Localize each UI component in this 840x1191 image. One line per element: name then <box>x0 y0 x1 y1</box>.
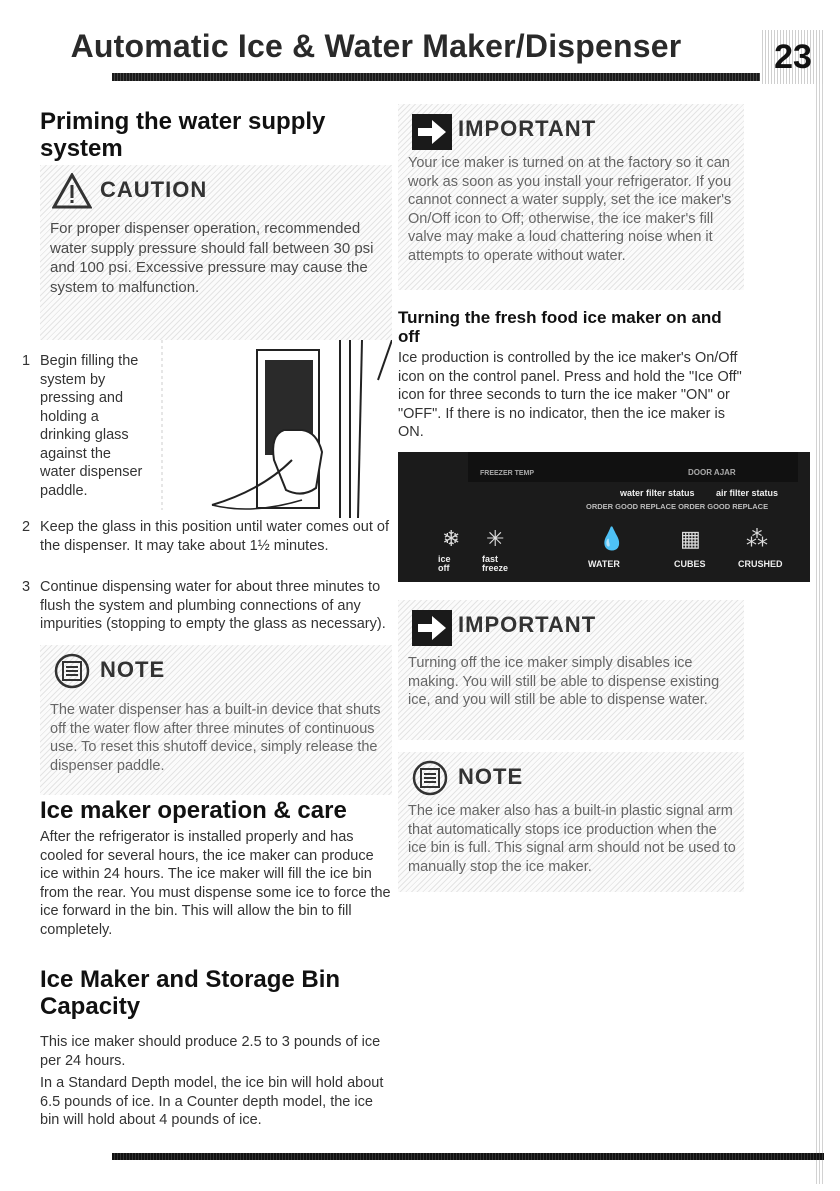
step-number: 3 <box>22 579 31 595</box>
step-text: Continue dispensing water for about three minutes to flush the system and plumbing connections of any impurities (stopping to empty the glass as necessary). <box>40 579 386 632</box>
filter-states-label: ORDER GOOD REPLACE ORDER GOOD REPLACE <box>586 502 769 511</box>
freezer-temp-label: FREEZER TEMP <box>480 470 535 477</box>
crushed-label: CRUSHED <box>738 559 783 569</box>
warning-triangle-icon <box>52 173 92 209</box>
ice-off-icon: ❄ <box>442 526 461 551</box>
cubes-label: CUBES <box>674 559 706 569</box>
important-box-2 <box>398 600 744 740</box>
important-text: Turning off the ice maker simply disables ice making. You will still be able to dispense existing ice, and you will still be able to dispense water. <box>408 655 720 708</box>
arrow-right-icon <box>412 610 452 646</box>
step-number: 1 <box>22 353 31 369</box>
footer-rule <box>112 1153 824 1160</box>
section-title-priming: Priming the water supply system <box>40 108 326 162</box>
control-panel-image <box>398 452 810 582</box>
door-ajar-label: DOOR AJAR <box>688 468 736 477</box>
step-text: Keep the glass in this position until water comes out of the dispenser. It may take about 1½ minutes. <box>40 519 389 554</box>
note-text: The water dispenser has a built-in device that shuts off the water flow after three minutes of continuous use. To reset this shutoff device, simply release the dispenser paddle. <box>50 702 381 774</box>
note-box-2 <box>398 752 744 892</box>
air-filter-status-label: air filter status <box>716 488 779 498</box>
water-drop-icon: 💧 <box>598 526 626 551</box>
fast-freeze-label: fast freeze <box>482 554 509 573</box>
page-title: Automatic Ice & Water Maker/Dispenser <box>70 28 682 64</box>
dispenser-illustration <box>152 340 392 518</box>
important-label: IMPORTANT <box>458 612 597 637</box>
note-box <box>40 645 392 795</box>
caution-box <box>40 165 392 340</box>
side-tab-strip <box>816 84 824 1184</box>
water-label: WATER <box>588 559 620 569</box>
turning-text: Ice production is controlled by the ice maker's On/Off icon on the control panel. Press and hold the "Ice Off" icon for three seconds to turn the ice maker "ON" or "OFF". If there is no indicator, then the ice maker is ON. <box>398 350 742 440</box>
important-box-1 <box>398 104 744 290</box>
note-text: The ice maker also has a built-in plastic signal arm that automatically stops ice production when the ice bin is full. This signal arm should not be used to manually stop the ice maker. <box>408 803 736 875</box>
step-number: 2 <box>22 519 31 535</box>
important-text: Your ice maker is turned on at the factory so it can work as soon as you install your refrigerator. If you cannot connect a water supply, set the ice maker's On/Off icon to Off; otherwise, the ice maker's fill valve may make a loud chattering noise when it attempts to operate without water. <box>408 155 732 264</box>
ice-off-label: ice off <box>438 554 451 573</box>
header-rule <box>112 73 760 81</box>
note-label: NOTE <box>458 764 524 789</box>
section-title-capacity: Ice Maker and Storage Bin Capacity <box>40 966 341 1020</box>
important-label: IMPORTANT <box>458 116 597 141</box>
page-number: 23 <box>774 38 812 76</box>
crushed-icon: ⁂ <box>746 526 768 551</box>
caution-text: For proper dispenser operation, recommended water supply pressure should fall between 30 psi and 100 psi. Excessive pressure may cause the system to malfunction. <box>50 220 374 296</box>
cubes-icon: ▦ <box>680 526 701 551</box>
ice-maker-care-text: After the refrigerator is installed properly and has cooled for several hours, the ice maker can produce ice within 24 hours. The ice maker will fill the ice bin from the rear. You must dispense some ice to force the ice forward in the bin. This will allow the bin to fill completely. <box>40 829 391 938</box>
section-title-ice-maker-care: Ice maker operation & care <box>40 797 347 824</box>
arrow-right-icon <box>412 114 452 150</box>
step-item <box>22 352 150 500</box>
note-icon <box>52 653 92 689</box>
section-title-turning: Turning the fresh food ice maker on and off <box>398 308 722 346</box>
fast-freeze-icon: ✳ <box>486 526 505 551</box>
capacity-text-2: In a Standard Depth model, the ice bin will hold about 6.5 pounds of ice. In a Counter depth model, the ice bin will hold about 4 pounds of ice. <box>40 1075 384 1128</box>
step-item <box>22 578 392 634</box>
capacity-text-1: This ice maker should produce 2.5 to 3 pounds of ice per 24 hours. <box>40 1034 381 1069</box>
water-filter-status-label: water filter status <box>620 488 695 498</box>
note-icon <box>410 760 450 796</box>
step-item <box>22 518 392 555</box>
caution-label: CAUTION <box>100 177 208 202</box>
note-label: NOTE <box>100 657 166 682</box>
step-text: Begin filling the system by pressing and holding a drinking glass against the water dispenser paddle. <box>40 353 143 499</box>
